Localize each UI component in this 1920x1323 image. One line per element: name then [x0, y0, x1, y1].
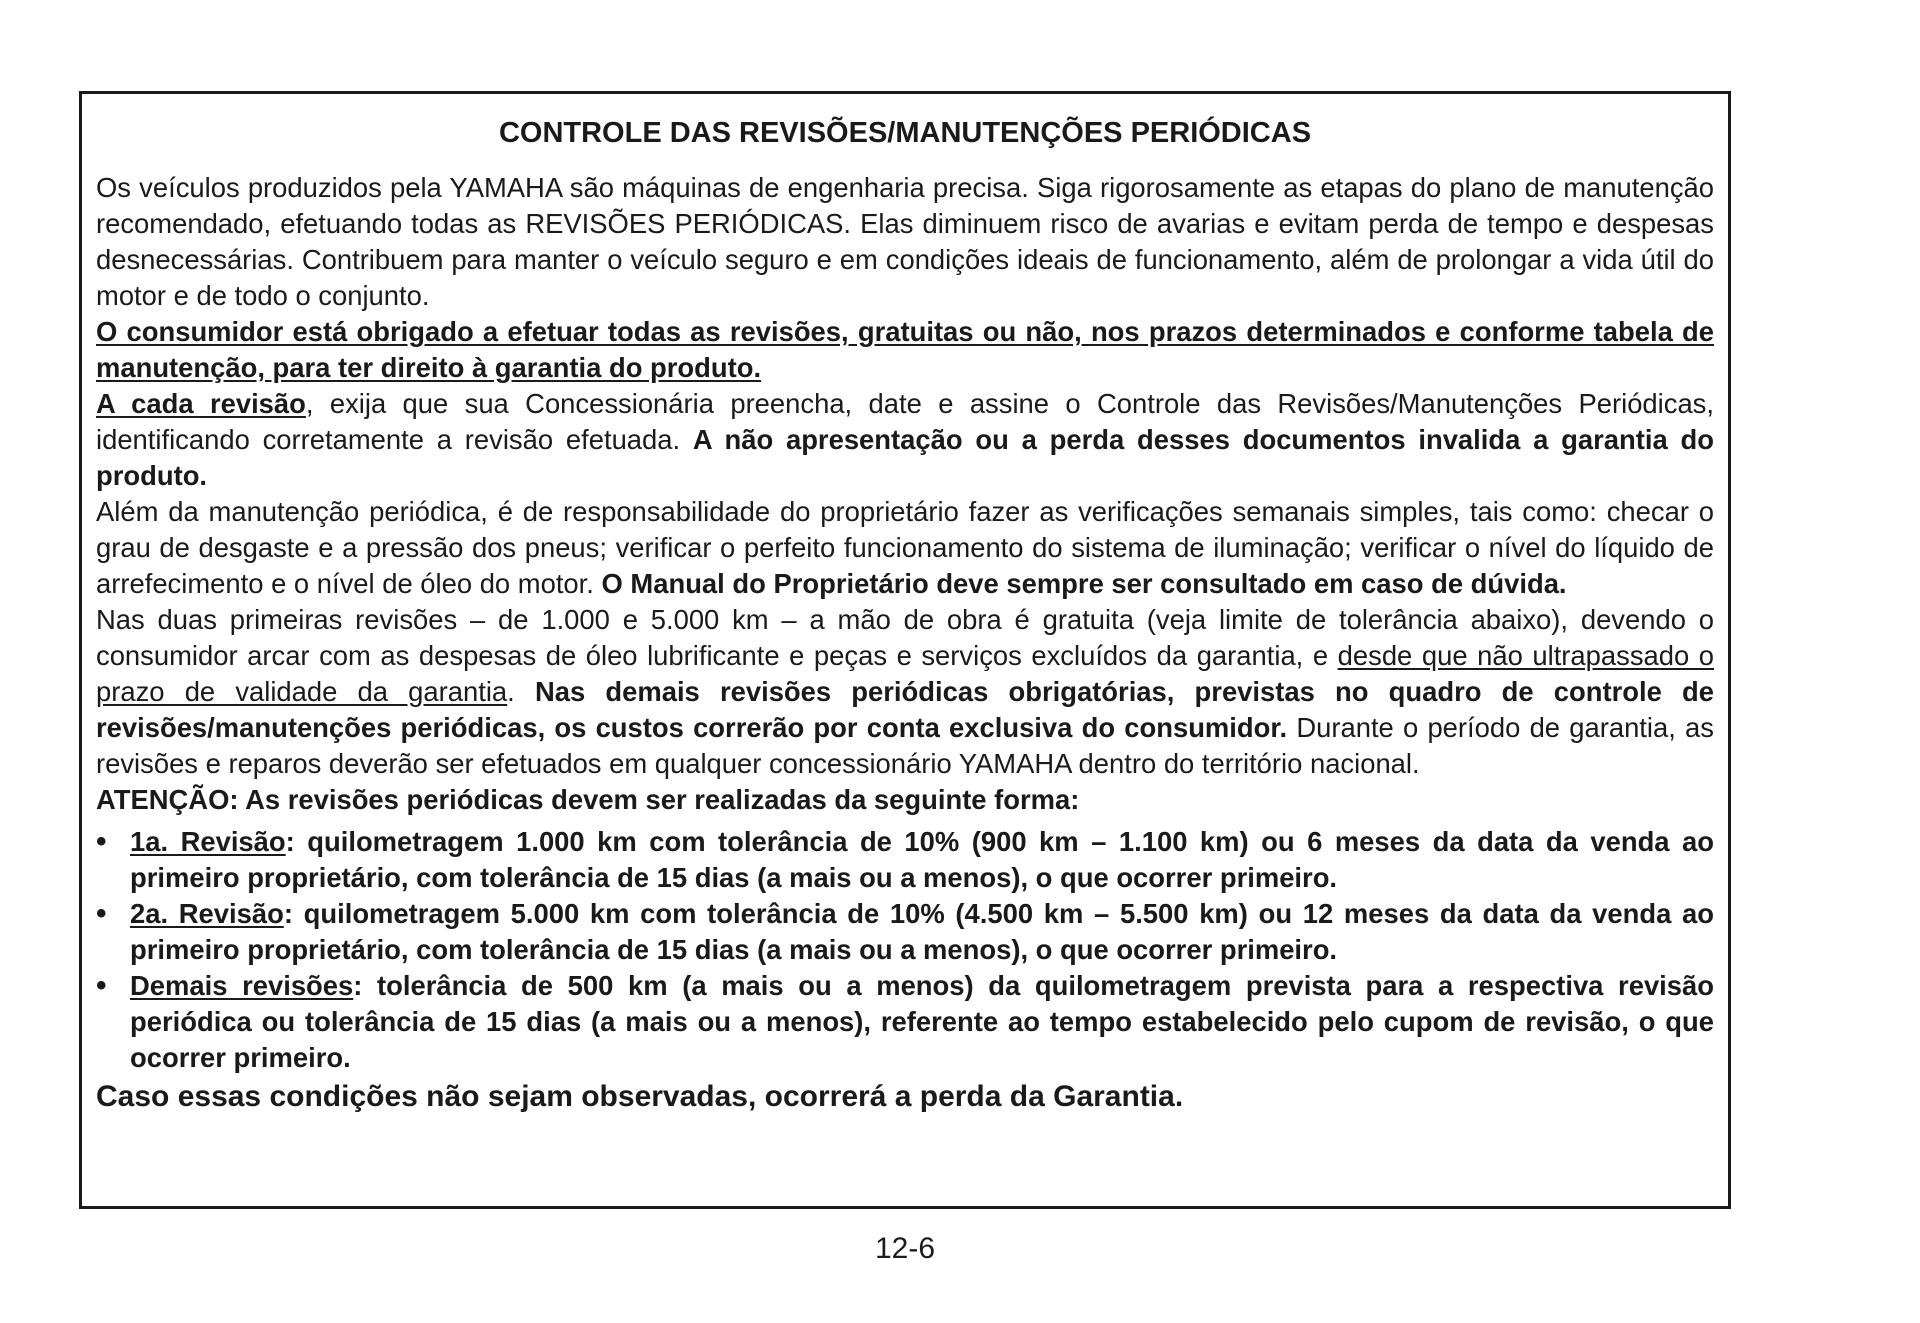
intro-paragraph: Os veículos produzidos pela YAMAHA são máquinas de engenharia precisa. Siga rigorosamente as etapas do plano de manutenção recomendado, efetuando todas as REVISÕES PERIÓDICAS. Elas diminuem risco de avarias e evitam perda de tempo e despesas desnecessárias. Contribuem para manter o veículo seguro e em condições ideais de funcionamento, além de prolongar a vida útil do motor e de todo o conjunto.: [96, 172, 1714, 311]
owner-checks-text: Além da manutenção periódica, é de responsabilidade do proprietário fazer as verificações semanais simples, tais como: checar o grau de desgaste e a pressão dos pneus; verificar o perfeito funcionamento do sistema de iluminação; verificar o nível do líquido de arrefecimento e o nível de óleo do motor.: [96, 496, 1714, 599]
free-revisions-text-3: Durante o período de garantia, as revisões e reparos deverão ser efetuados em qualquer concessionário YAMAHA dentro do território nacional.: [96, 712, 1714, 779]
bullet-icon: •: [96, 969, 107, 1002]
revision-text: : quilometragem 5.000 km com tolerância de 10% (4.500 km – 5.500 km) ou 12 meses da data da venda ao primeiro proprietário, com tolerância de 15 dias (a mais ou a menos), o que ocorrer primeiro.: [130, 898, 1714, 965]
owner-checks-paragraph: [96, 494, 1714, 602]
free-revisions-paragraph: [96, 602, 1714, 782]
body-text: [96, 170, 1714, 1116]
warranty-loss-warning: Caso essas condições não sejam observadas, ocorrerá a perda da Garantia.: [96, 1080, 1184, 1113]
free-revisions-text-2: .: [507, 676, 535, 707]
list-item: [96, 968, 1714, 1076]
each-revision-text: , exija que sua Concessionária preencha, date e assine o Controle das Revisões/Manutenções Periódicas, identificando corretamente a revisão efetuada.: [96, 388, 1714, 455]
each-revision-lead: A cada revisão: [96, 388, 306, 419]
revision-text: : quilometragem 1.000 km com tolerância de 10% (900 km – 1.100 km) ou 6 meses da data da venda ao primeiro proprietário, com tolerância de 15 dias (a mais ou a menos), o que ocorrer primeiro.: [130, 826, 1714, 893]
revision-label: Demais revisões: [130, 970, 354, 1001]
page-number: 12-6: [874, 1232, 936, 1265]
list-item: [96, 896, 1714, 968]
revision-list: [96, 824, 1714, 1076]
maintenance-control-box: [79, 91, 1731, 1209]
free-revisions-text-1: Nas duas primeiras revisões – de 1.000 e 5.000 km – a mão de obra é gratuita (veja limite de tolerância abaixo), devendo o consumidor arcar com as despesas de óleo lubrificante e peças e serviços excluídos da garantia, e: [96, 604, 1714, 671]
revision-text: : tolerância de 500 km (a mais ou a menos) da quilometragem prevista para a respectiva revisão periódica ou tolerância de 15 dias (a mais ou a menos), referente ao tempo estabelecido pelo cupom de revisão, o que ocorrer primeiro.: [130, 970, 1714, 1073]
revision-label: 2a. Revisão: [130, 898, 284, 929]
attention-heading: ATENÇÃO: As revisões periódicas devem ser realizadas da seguinte forma:: [96, 784, 1080, 815]
obligation-paragraph: O consumidor está obrigado a efetuar todas as revisões, gratuitas ou não, nos prazos determinados e conforme tabela de manutenção, para ter direito à garantia do produto.: [96, 316, 1714, 383]
section-title: CONTROLE DAS REVISÕES/MANUTENÇÕES PERIÓDICAS: [498, 117, 1312, 149]
each-revision-warning: A não apresentação ou a perda desses documentos invalida a garantia do produto.: [96, 424, 1714, 491]
each-revision-paragraph: [96, 386, 1714, 494]
bullet-icon: •: [96, 897, 107, 930]
revision-label: 1a. Revisão: [130, 826, 286, 857]
list-item: [96, 824, 1714, 896]
bullet-icon: •: [96, 825, 107, 858]
other-revisions-cost-note: Nas demais revisões periódicas obrigatórias, previstas no quadro de controle de revisões/manutenções periódicas, os custos correrão por conta exclusiva do consumidor.: [96, 676, 1714, 743]
owner-manual-note: O Manual do Proprietário deve sempre ser consultado em caso de dúvida.: [601, 568, 1567, 599]
warranty-validity-note: desde que não ultrapassado o prazo de validade da garantia: [96, 640, 1715, 707]
